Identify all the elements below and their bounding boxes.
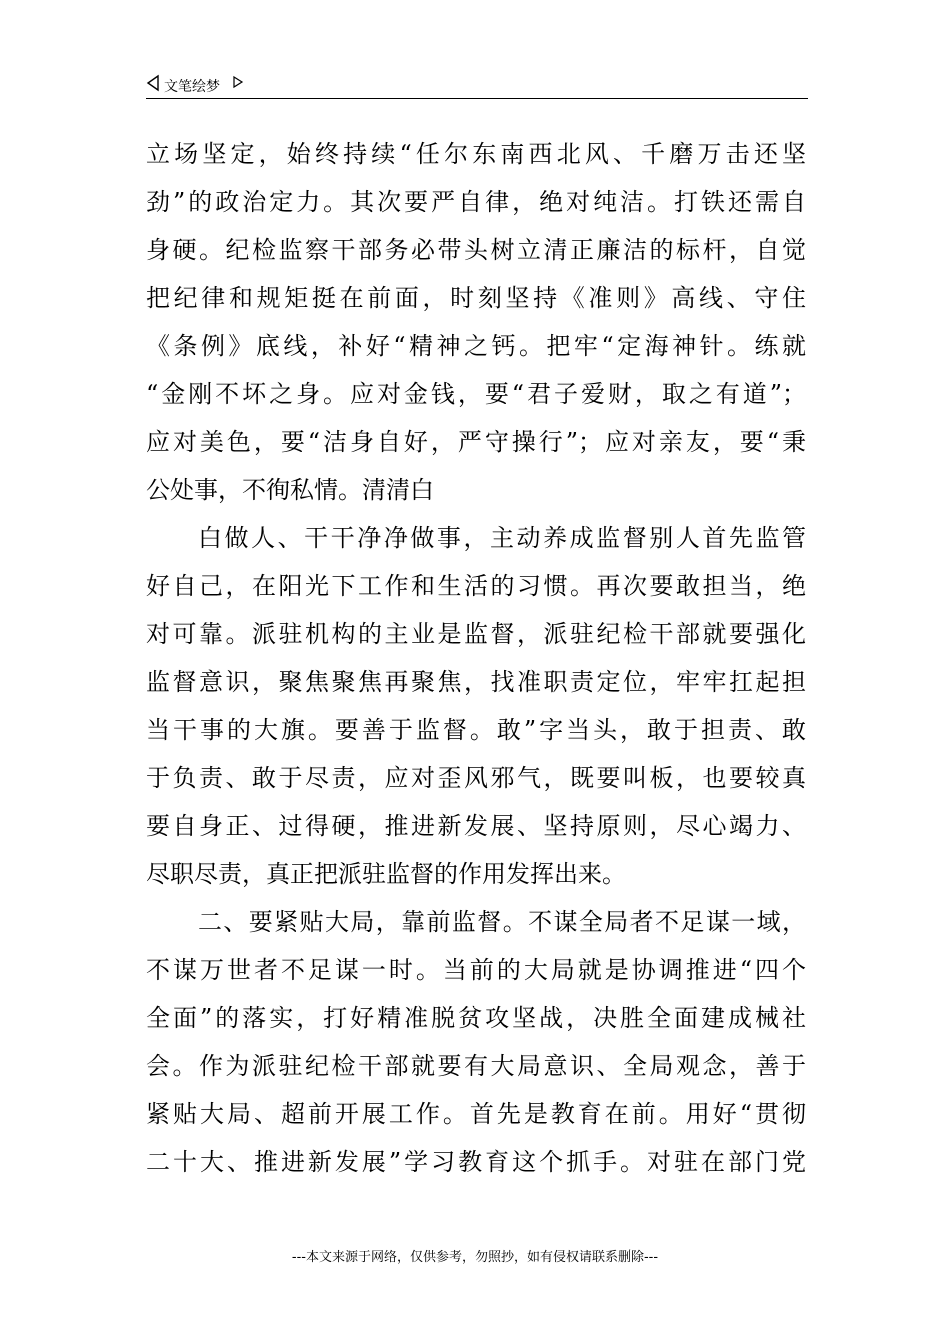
text-line: 好自己，在阳光下工作和生活的习惯。再次要敢担当，绝: [146, 572, 806, 600]
text-line: “金刚不坏之身。应对金钱，要“君子爱财，取之有道”；: [146, 380, 806, 408]
text-line: 二十大、推进新发展”学习教育这个抓手。对驻在部门党: [146, 1148, 806, 1176]
text-line: 立场坚定，始终持续“任尔东南西北风、千磨万击还坚: [146, 140, 806, 168]
paragraph-first-line: 二、要紧贴大局，靠前监督。不谋全局者不足谋一域，: [198, 908, 806, 936]
triangle-right-icon: [232, 74, 244, 90]
page-header: [146, 72, 806, 96]
text-line: 《条例》底线，补好“精神之钙。把牢“定海神针。练就: [146, 332, 806, 360]
text-line: 紧贴大局、超前开展工作。首先是教育在前。用好“贯彻: [146, 1100, 806, 1128]
text-line: 于负责、敢于尽责，应对歪风邪气，既要叫板，也要较真: [146, 764, 806, 792]
text-line: 把纪律和规矩挺在前面，时刻坚持《准则》高线、守住: [146, 284, 806, 312]
header-divider: [146, 98, 808, 99]
text-line: 会。作为派驻纪检干部就要有大局意识、全局观念，善于: [146, 1052, 806, 1080]
text-line: 全面”的落实，打好精准脱贫攻坚战，决胜全面建成械社: [146, 1004, 806, 1032]
text-line: 不谋万世者不足谋一时。当前的大局就是协调推进“四个: [146, 956, 806, 984]
footer-notice: ---本文来源于网络，仅供参考，勿照抄，如有侵权请联系删除---: [291, 1250, 659, 1265]
paragraph-first-line: 白做人、干干净净做事，主动养成监督别人首先监管: [198, 524, 806, 552]
brand-name: 文笔绘梦: [164, 79, 220, 95]
text-line: 尽职尽责，真正把派驻监督的作用发挥出来。: [146, 860, 626, 888]
document-body: [146, 130, 806, 1186]
text-line: 监督意识，聚焦聚焦再聚焦，找准职责定位，牢牢扛起担: [146, 668, 806, 696]
text-line: 劲”的政治定力。其次要严自律，绝对纯洁。打铁还需自: [146, 188, 806, 216]
text-line: 对可靠。派驻机构的主业是监督，派驻纪检干部就要强化: [146, 620, 806, 648]
text-line: 当干事的大旗。要善于监督。敢”字当头，敢于担责、敢: [146, 716, 806, 744]
text-line: 身硬。纪检监察干部务必带头树立清正廉洁的标杆，自觉: [146, 236, 806, 264]
text-line: 公处事，不徇私情。清清白: [146, 476, 434, 504]
triangle-left-icon: [146, 74, 160, 92]
text-line: 要自身正、过得硬，推进新发展、坚持原则，尽心竭力、: [146, 812, 806, 840]
text-line: 应对美色，要“洁身自好，严守操行”；应对亲友，要“秉: [146, 428, 806, 456]
